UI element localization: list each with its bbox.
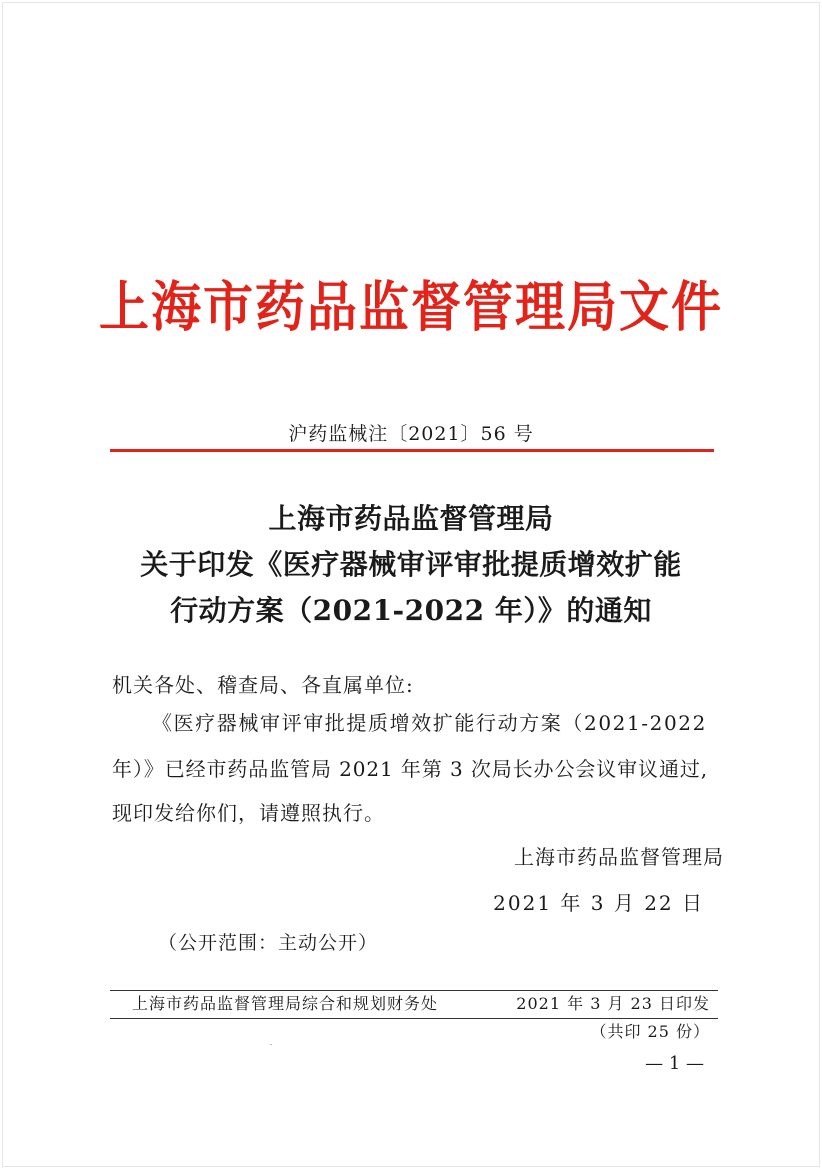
footer-issuance-row bbox=[110, 991, 718, 1017]
signature-organization: 上海市药品监督管理局 bbox=[514, 845, 724, 869]
footer-print-date: 2021 年 3 月 23 日印发 bbox=[516, 994, 710, 1013]
salutation: 机关各处、稽查局、各直属单位: bbox=[112, 673, 414, 697]
copies-count: （共印 25 份） bbox=[590, 1022, 710, 1041]
document-masthead: 上海市药品监督管理局文件 bbox=[99, 275, 723, 339]
red-separator-line bbox=[110, 449, 714, 452]
scan-speck bbox=[270, 1044, 272, 1045]
title-line-1: 上海市药品监督管理局 bbox=[268, 502, 554, 535]
document-number: 沪药监械注〔2021〕56 号 bbox=[288, 423, 534, 445]
footer-issuer: 上海市药品监督管理局综合和规划财务处 bbox=[132, 994, 439, 1013]
page-number: — 1 — bbox=[645, 1053, 704, 1074]
title-line-2: 关于印发《医疗器械审评审批提质增效扩能 bbox=[140, 548, 682, 581]
paragraph-line-3: 现印发给你们，请遵照执行。 bbox=[112, 801, 385, 825]
title-line-3: 行动方案（2021-2022 年）》的通知 bbox=[170, 594, 652, 627]
paragraph-line-1: 《医疗器械审评审批提质增效扩能行动方案（2021-2022 bbox=[152, 711, 707, 735]
document-title bbox=[0, 496, 822, 634]
disclosure-scope: （公开范围：主动公开） bbox=[158, 932, 379, 954]
paragraph-line-2: 年）》已经市药品监管局 2021 年第 3 次局长办公会议审议通过, bbox=[112, 757, 709, 781]
signature-date: 2021 年 3 月 22 日 bbox=[493, 891, 704, 915]
